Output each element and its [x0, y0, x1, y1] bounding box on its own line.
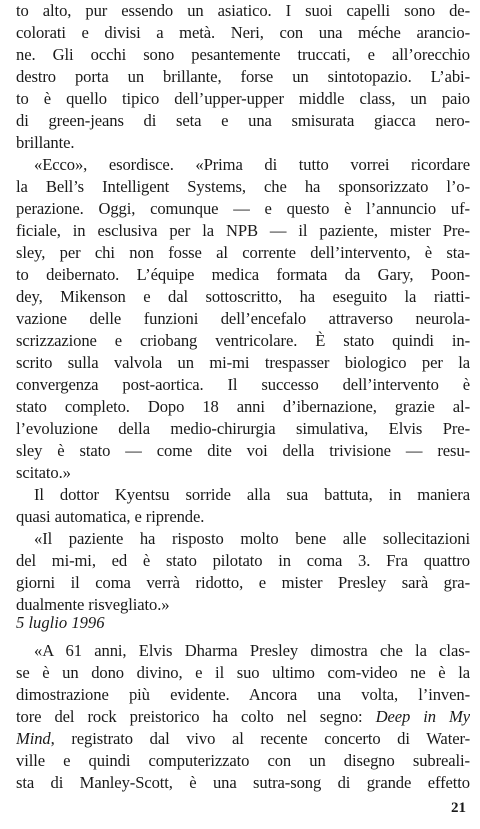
text-line: perazione. Oggi, comunque — e questo è l’annuncio uf-	[16, 199, 470, 218]
text-line: giorni il coma verrà ridotto, e mister Presley sarà gra-	[16, 573, 470, 592]
text-line: di green-jeans di seta e una smisurata giacca nero-	[16, 111, 470, 130]
paragraph-first-line: «Il paziente ha risposto molto bene alle sollecitazioni	[34, 529, 470, 548]
text-line: scitato.»	[16, 463, 71, 482]
text-line: la Bell’s Intelligent Systems, che ha sponsorizzato l’o-	[16, 177, 470, 196]
section-date: 5 luglio 1996	[16, 613, 105, 632]
text-line: colorati e divisi a metà. Neri, con una méche arancio-	[16, 23, 470, 42]
text-line: brillante.	[16, 133, 75, 152]
text-line: del mi-mi, ed è stato pilotato in coma 3. Fra quattro	[16, 551, 470, 570]
text-line: vazione delle funzioni dell’encefalo attraverso neurola-	[16, 309, 470, 328]
text-line: to alto, pur essendo un asiatico. I suoi capelli sono de-	[16, 1, 470, 20]
text-line: se è un dono divino, e il suo ultimo com-video ne è la	[16, 663, 470, 682]
text-line: scrito sulla valvola un mi-mi trespasser biologico per la	[16, 353, 470, 372]
text-line: sley, per chi non fosse al corrente dell’intervento, è sta-	[16, 243, 470, 262]
text-line: dimostrazione più evidente. Ancora una volta, l’inven-	[16, 685, 470, 704]
text-line: dualmente risvegliato.»	[16, 595, 170, 614]
text-line-with-title	[16, 706, 470, 728]
song-title: Mind	[16, 729, 51, 748]
text-line: sta di Manley-Scott, è una sutra-song di grande effetto	[16, 773, 470, 792]
text-segment: , registrato dal vivo al recente concerto di Water-	[50, 729, 470, 748]
text-segment: tore del rock preistorico ha colto nel segno:	[16, 707, 376, 726]
song-title: Deep in My	[375, 707, 470, 726]
text-line: sley è stato — come dite voi della trivisione — resu-	[16, 441, 470, 460]
text-line: dey, Mikenson e dal sottoscritto, ha eseguito la riatti-	[16, 287, 470, 306]
text-line: ficiale, in esclusiva per la NPB — il paziente, mister Pre-	[16, 221, 470, 240]
paragraph-first-line: «A 61 anni, Elvis Dharma Presley dimostra che la clas-	[34, 641, 470, 660]
text-line: ville e quindi computerizzato con un disegno subreali-	[16, 751, 470, 770]
text-line: stato completo. Dopo 18 anni d’ibernazione, grazie al-	[16, 397, 470, 416]
text-line: ne. Gli occhi sono pesantemente truccati, e all’orecchio	[16, 45, 470, 64]
paragraph-first-line: «Ecco», esordisce. «Prima di tutto vorrei ricordare	[34, 155, 470, 174]
text-line: destro porta un brillante, forse un sintotopazio. L’abi-	[16, 67, 470, 86]
text-line: convergenza post-aortica. Il successo dell’intervento è	[16, 375, 470, 394]
text-line: l’evoluzione della medio-chirurgia simulativa, Elvis Pre-	[16, 419, 470, 438]
text-line-with-title	[16, 728, 470, 750]
text-line: to è quello tipico dell’upper-upper middle class, un paio	[16, 89, 470, 108]
text-line: scrizzazione e criobang ventricolare. È stato quindi in-	[16, 331, 470, 350]
text-line: quasi automatica, e riprende.	[16, 507, 205, 526]
paragraph-first-line: Il dottor Kyentsu sorride alla sua battuta, in maniera	[34, 485, 470, 504]
page-number: 21	[451, 800, 466, 816]
text-line: to deibernato. L’équipe medica formata da Gary, Poon-	[16, 265, 470, 284]
